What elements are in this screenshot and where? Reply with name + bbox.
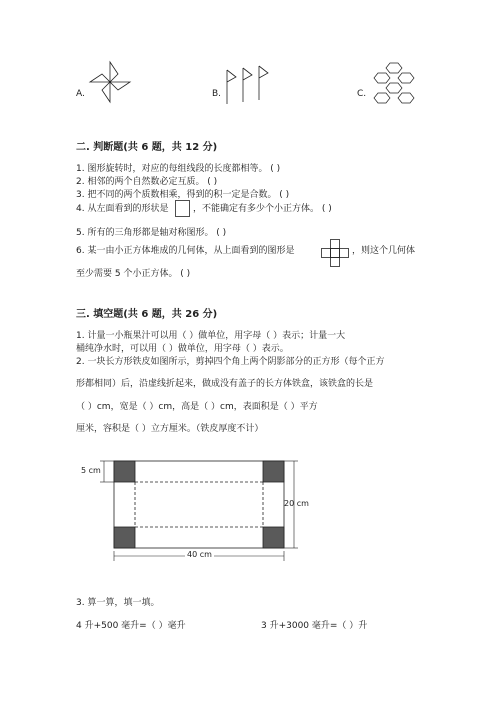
flags-figure [222,62,274,106]
judge-q2: 2. 相邻的两个自然数必定互质。 ( ) [76,177,218,187]
iron-sheet-diagram [78,455,338,565]
fill-q1-line1: 1. 计量一小瓶果汁可以用（ ）做单位，用字母（ ）表示；计量一大 [76,331,346,341]
fill-q2-line4: 厘米，容积是（ ）立方厘米。（铁皮厚度不计） [76,424,264,434]
judge-q4-part2: ，不能确定有多少个小正方体。 ( ) [193,204,332,214]
sheet-height-label: 20 cm [284,499,309,508]
judge-q1: 1. 图形旋转时，对应的每组线段的长度都相等。 ( ) [76,164,281,174]
sheet-width-label: 40 cm [187,550,212,559]
judge-q5: 5. 所有的三角形都是轴对称图形。 ( ) [76,228,227,238]
fill-q1-line2: 桶纯净水时，可以用（ ）做单位，用字母（ ）表示。 [76,344,289,354]
corner-size-label: 5 cm [81,466,101,475]
judge-q3: 3. 把不同的两个质数相乘，得到的积一定是合数。 ( ) [76,190,290,200]
fill-q2-line1: 2. 一块长方形铁皮如图所示，剪掉四个角上两个阴影部分的正方形（每个正方 [76,357,385,367]
top-view-cross-figure [321,239,349,267]
judge-q6-part2: ，则这个几何体 [352,246,416,256]
fill-q3-item-a: 4 升+500 毫升=（ ）毫升 [76,621,186,631]
judge-q4-part1: 4. 从左面看到的形状是 [76,204,169,214]
judge-q6-continuation: 至少需要 5 个小正方体。 ( ) [76,269,191,279]
fill-q3-title: 3. 算一算，填一填。 [76,598,160,608]
fill-q3-item-b: 3 升+3000 毫升=（ ）升 [261,621,368,631]
section-3-title: 三. 填空题(共 6 题，共 26 分) [76,309,218,320]
option-a-label: A. [76,89,85,99]
judge-q6-part1: 6. 某一由小正方体堆成的几何体，从上面看到的图形是 [76,246,295,256]
section-2-title: 二. 判断题(共 6 题，共 12 分) [76,142,218,153]
pinwheel-figure [88,60,132,104]
option-b-label: B. [212,89,222,99]
side-view-square-figure [175,200,191,218]
fill-q2-line2: 形都相同）后，沿虚线折起来，做成没有盖子的长方体铁盒，该铁盒的长是 [76,379,374,389]
option-c-label: C. [357,89,367,99]
hexagon-cluster-figure [368,62,420,108]
fill-q2-line3: （ ）cm，宽是（ ）cm，高是（ ）cm，表面积是（ ）平方 [76,402,318,412]
